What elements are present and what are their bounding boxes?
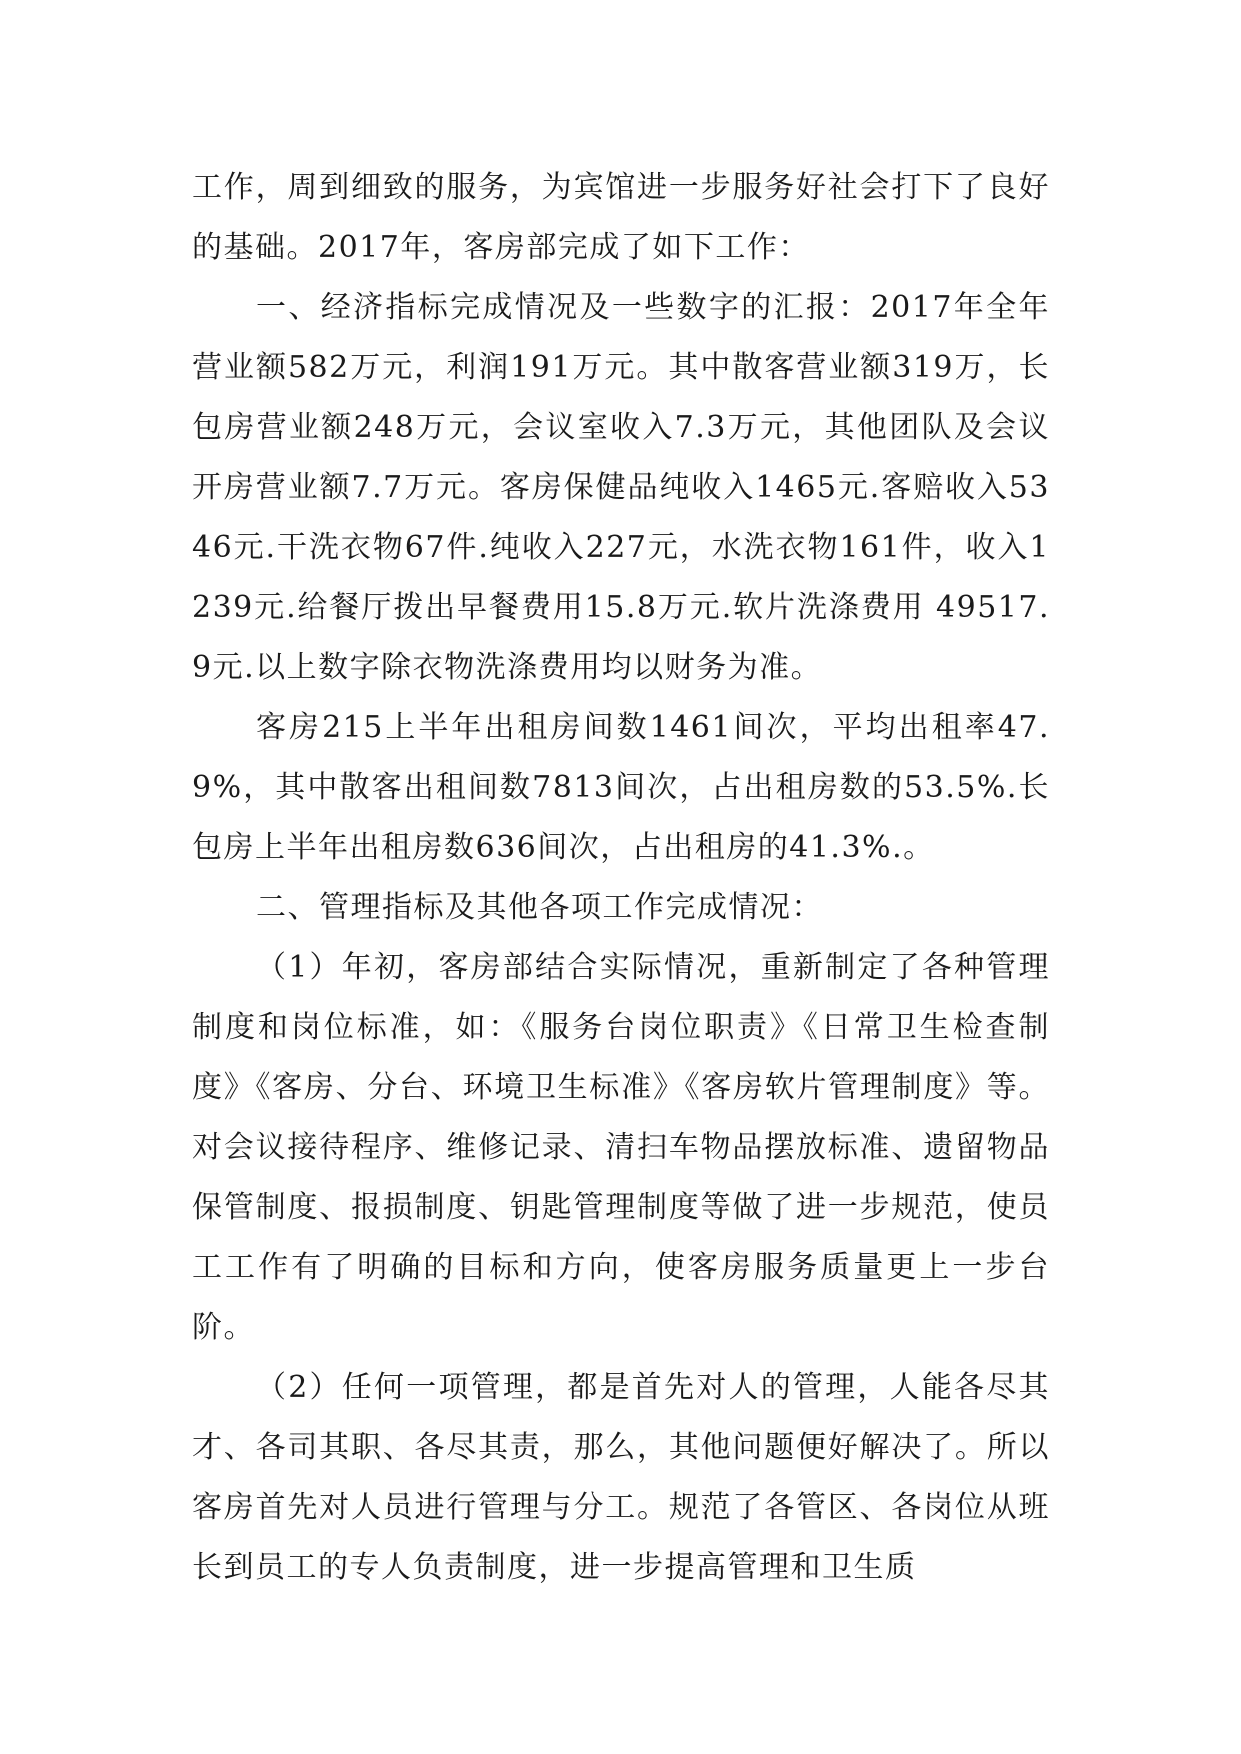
paragraph-economic-indicators: 一、经济指标完成情况及一些数字的汇报：2017年全年营业额582万元，利润191万元。其中散客营业额319万，长包房营业额248万元，会议室收入7.3万元，其他团队及会议开房营业额7.7万元。客房保健品纯收入1465元.客赔收入5346元.干洗衣物67件.纯收入227元，水洗衣物161件，收入1239元.给餐厅拨出早餐费用15.8万元.软片洗涤费用 49517.9元.以上数字除衣物洗涤费用均以财务为准。 xyxy=(192,290,1050,685)
paragraph-item-2: （2）任何一项管理，都是首先对人的管理，人能各尽其才、各司其职、各尽其责，那么，其他问题便好解决了。所以客房首先对人员进行管理与分工。规范了各管区、各岗位从班长到员工的专人负责制度，进一步提高管理和卫生质 xyxy=(192,1370,1050,1585)
paragraph-management-heading: 二、管理指标及其他各项工作完成情况： xyxy=(256,890,823,925)
paragraph-room-occupancy: 客房215上半年出租房间数1461间次，平均出租率47.9%，其中散客出租间数7813间次，占出租房数的53.5%.长包房上半年出租房数636间次，占出租房的41.3%.。 xyxy=(192,710,1050,865)
paragraph-continuation: 工作，周到细致的服务，为宾馆进一步服务好社会打下了良好的基础。2017年，客房部完成了如下工作： xyxy=(192,170,1050,265)
document-body xyxy=(192,158,1050,1598)
paragraph-item-1: （1）年初，客房部结合实际情况，重新制定了各种管理制度和岗位标准，如：《服务台岗位职责》《日常卫生检查制度》《客房、分台、环境卫生标准》《客房软片管理制度》等。对会议接待程序、维修记录、清扫车物品摆放标准、遗留物品保管制度、报损制度、钥匙管理制度等做了进一步规范，使员工工作有了明确的目标和方向，使客房服务质量更上一步台阶。 xyxy=(192,950,1050,1345)
